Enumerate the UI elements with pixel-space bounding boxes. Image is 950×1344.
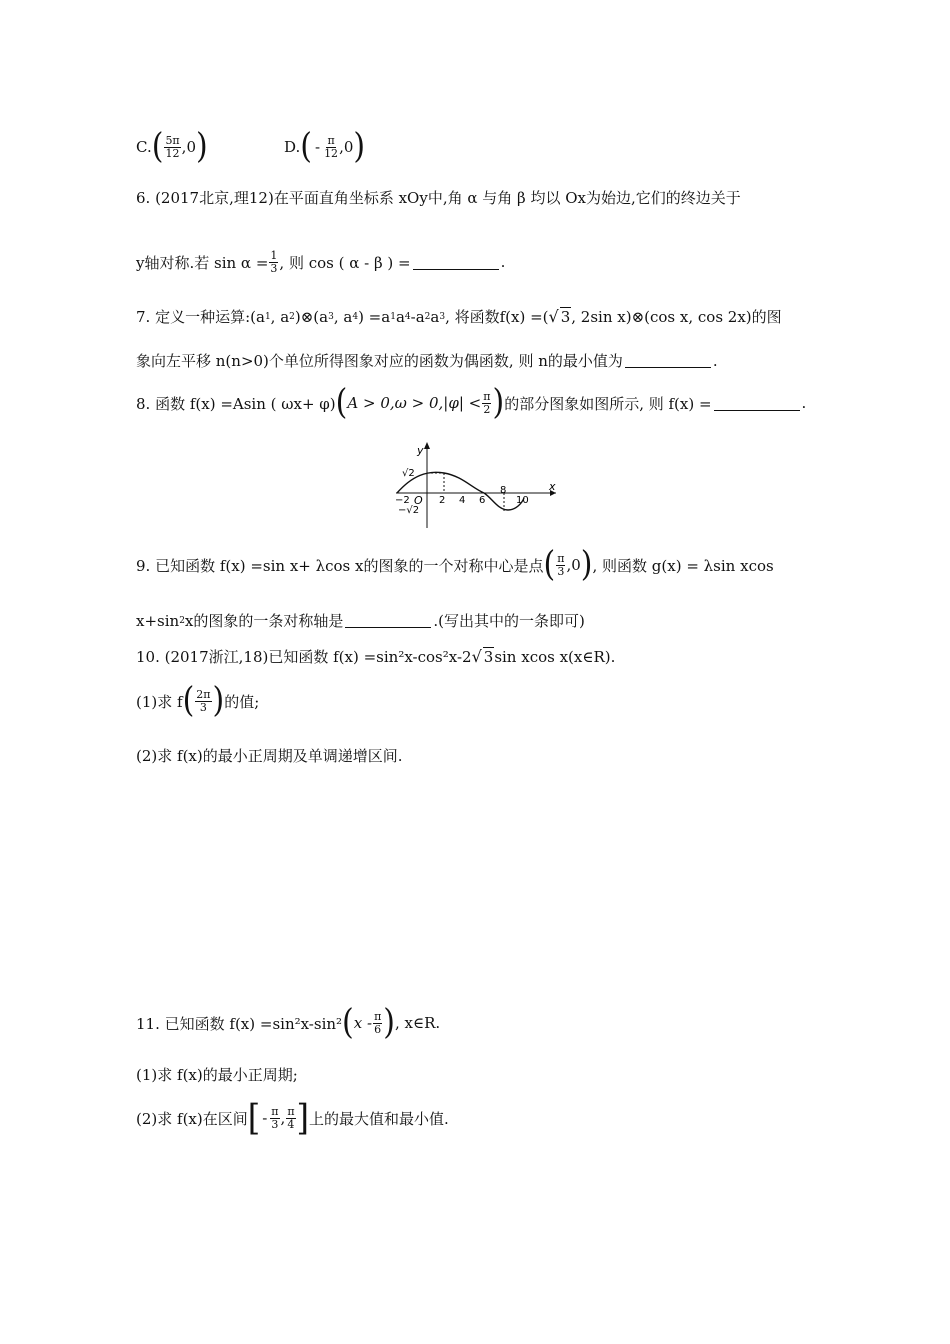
option-d-tail: 0: [343, 138, 354, 156]
q7-line1: 7. 定义一种运算:(a 1 , a 2 )⊗(a 3 , a 4 ) =a 1 a 4 -a 2 a 3 , 将函数 f(x) =( √ 3 , 2sin x)⊗(cos x, cos 2x)的图: [136, 307, 782, 326]
q11-p2-text: (2)求 f(x)在区间: [136, 1109, 248, 1128]
q8-text-a: 8. 函数 f(x) =Asin ( ωx+ φ): [136, 394, 336, 413]
q5-option-c: C. ( $\frac{5\pi}{12}$ , 0 ): [136, 126, 208, 167]
frac-num: 2π: [196, 687, 211, 701]
paren-open: (: [543, 544, 556, 585]
q5-option-d: D. ( - $\frac{\pi}{12}$ , 0 ): [284, 126, 366, 167]
fraction: [269, 250, 278, 274]
paren-close: ): [492, 382, 505, 423]
frac-den: 2: [483, 402, 491, 416]
q10-title: 10. (2017浙江,18)已知函数 f(x) =sin²x-cos²x-2 √ 3 sin xcos x(x∈R).: [136, 647, 616, 666]
q6-text: 6. (2017北京,理12)在平面直角坐标系 xOy中,角 α 与角 β 均以 Ox为始边,它们的终边关于: [136, 189, 741, 207]
option-d-label: D.: [284, 138, 301, 156]
q11-p1-text: (1)求 f(x)的最小正周期;: [136, 1066, 298, 1084]
q11-title: [136, 1002, 441, 1043]
q11-inner: x -: [353, 1014, 373, 1032]
q9-line1: 9. 已知函数 f(x) =sin x+ λcos x的图象的一个对称中心是点 ( $\frac{\pi}{3}$ , 0 ) , 则函数 g(x) = λsin xcos: [136, 544, 774, 585]
tick-label-neg-sqrt2: −√2: [398, 505, 420, 516]
q9-tail: 0: [571, 556, 581, 574]
paren-close: ): [580, 544, 593, 585]
q11-title-text-b: , x∈R.: [395, 1014, 441, 1032]
q8-end: .: [801, 394, 807, 412]
frac-den: 3: [557, 564, 565, 578]
tick-label-2: 2: [439, 495, 446, 506]
q7-text-a: 7. 定义一种运算:(a: [136, 308, 265, 326]
q7-end: .: [712, 351, 718, 370]
answer-blank: [714, 396, 800, 411]
x-axis-label: x: [549, 480, 556, 493]
paren-close: ): [383, 1002, 396, 1043]
frac-num: π: [374, 1009, 382, 1023]
fraction: [556, 553, 565, 577]
q9-line2: x+sin 2 x的图象的一条对称轴是 .(写出其中的一条即可): [136, 611, 585, 630]
q6-text-a: y轴对称.若 sin α =: [136, 253, 269, 272]
option-c-tail: 0: [186, 138, 196, 156]
q7-text-b: f(x) =(: [499, 307, 549, 326]
q10-p2-text: (2)求 f(x)的最小正周期及单调递增区间.: [136, 747, 403, 765]
tick-label-neg2: −2: [395, 495, 410, 506]
answer-blank: [413, 255, 499, 270]
tick-label-sqrt2: √2: [402, 468, 415, 479]
paren-open: (: [151, 126, 164, 167]
q11-part1: [136, 1064, 298, 1085]
y-axis-label: y: [417, 444, 424, 457]
q9-text-a: 9. 已知函数 f(x) =sin x+ λcos x的图象的一个对称中心是点: [136, 556, 544, 575]
q8-condition: A > 0,ω > 0,|φ| <: [347, 394, 482, 412]
q11-title-text: 11. 已知函数 f(x) =sin²x-sin²: [136, 1014, 343, 1033]
paren-open: (: [342, 1002, 354, 1043]
paren-open: (: [300, 126, 312, 167]
answer-blank: [345, 613, 431, 628]
frac-den: 12: [324, 146, 339, 160]
tick-label-6: 6: [479, 495, 486, 506]
paren-close: ): [196, 126, 208, 167]
option-c-label: C.: [136, 138, 152, 156]
frac-num: π: [557, 551, 565, 565]
paren-open: (: [182, 680, 195, 721]
paren-close: ): [353, 126, 366, 167]
frac-num: 1: [270, 249, 278, 262]
paren-close: ): [212, 680, 225, 721]
frac-num: π: [483, 389, 491, 403]
fraction: [270, 1106, 279, 1130]
q6-line2: [136, 250, 505, 274]
q9-text-line2c: .(写出其中的一条即可): [433, 612, 585, 630]
q10-p1-text: (1)求 f: [136, 692, 183, 711]
q8-text-b: 的部分图象如图所示, 则 f(x) =: [504, 394, 712, 413]
y-axis-arrow: [424, 442, 430, 449]
origin-label: O: [414, 494, 423, 507]
q7-text-line2: 象向左平移 n(n>0)个单位所得图象对应的函数为偶函数, 则 n的最小值为: [136, 352, 623, 370]
sign: -: [314, 138, 321, 156]
q9-text-line2a: x+sin: [136, 611, 180, 630]
frac-den: 3: [271, 1117, 279, 1131]
q7-line2: [136, 350, 718, 371]
tick-label-8: 8: [500, 485, 507, 496]
sine-graph: [392, 440, 562, 532]
frac-den: 3: [270, 261, 278, 275]
frac-num: π: [287, 1104, 295, 1118]
bracket-open: [: [247, 1097, 261, 1139]
q9-text-c: , 则函数 g(x) = λsin xcos: [592, 556, 774, 575]
fraction: [482, 391, 491, 415]
q10-p1-text-b: 的值;: [224, 692, 260, 711]
q7-text-d: , 2sin x)⊗(cos x, cos 2x)的图: [571, 308, 782, 326]
q8-line: [136, 382, 807, 423]
q10-title-text: 10. (2017浙江,18)已知函数 f(x) =sin²x-cos²x-2: [136, 648, 472, 666]
q6-end: .: [500, 253, 506, 272]
q10-title-text-b: sin xcos x(x∈R).: [494, 647, 616, 666]
frac-num: π: [271, 1104, 279, 1118]
q9-text-line2b: x的图象的一条对称轴是: [184, 612, 344, 630]
paren-open: (: [335, 382, 348, 423]
frac-den: 3: [199, 700, 207, 714]
frac-den: 12: [165, 146, 180, 160]
fraction: [195, 689, 211, 713]
frac-num: 5π: [165, 133, 180, 147]
q11-p2-text-b: 上的最大值和最小值.: [309, 1109, 449, 1128]
tick-label-10: 10: [516, 495, 529, 506]
q6-text-b: , 则 cos ( α - β ) =: [279, 253, 411, 272]
fraction: [373, 1011, 382, 1035]
frac-den: 6: [374, 1022, 382, 1036]
q7-rad: 3: [560, 308, 571, 326]
q10-part1: [136, 680, 260, 721]
q10-rad: 3: [483, 648, 494, 666]
q11-part2: (2)求 f(x)在区间 [ - $\frac{\pi}{3}$ , $\frac{\pi}{4}$ ] 上的最大值和最小值.: [136, 1097, 449, 1139]
frac-den: 4: [287, 1117, 295, 1131]
fraction: [324, 135, 338, 159]
fraction: [164, 135, 180, 159]
q10-part2: [136, 745, 403, 766]
fraction: [286, 1106, 295, 1130]
frac-num: π: [327, 133, 335, 147]
answer-blank: [625, 353, 711, 368]
tick-label-4: 4: [459, 495, 466, 506]
bracket-close: ]: [296, 1097, 310, 1139]
q6-line1: [136, 187, 741, 208]
